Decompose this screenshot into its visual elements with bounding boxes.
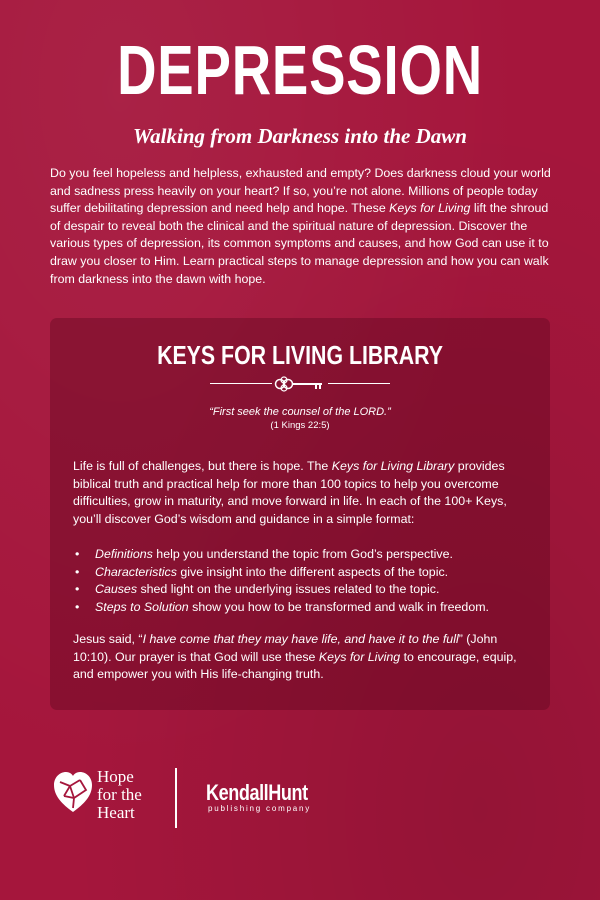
list-item <box>75 599 535 617</box>
key-icon <box>274 376 326 392</box>
list-item-term: Definitions <box>95 547 153 561</box>
page-subtitle: Walking from Darkness into the Dawn <box>133 124 467 148</box>
library-emphasis: Keys for Living Library <box>331 459 455 473</box>
publisher-tagline: publishing company <box>208 804 312 813</box>
closing-text-3: to encourage, equip, and empower you with His life-changing truth. <box>73 649 517 682</box>
intro-text-1: Do you feel hopeless and helpless, exhausted and empty? Does darkness cloud your world and sadness press heavily on your heart? If so, you’re not alone. Millions of people today suffer debilitating depression and need help and hope. These <box>50 166 551 216</box>
list-item <box>75 546 535 564</box>
keys-library-panel <box>50 318 550 710</box>
divider-line-right <box>328 383 390 384</box>
scripture-reference: (1 Kings 22:5) <box>270 420 330 431</box>
list-item-term: Characteristics <box>95 564 177 579</box>
library-description <box>73 458 533 528</box>
list-item-term: Steps to Solution <box>95 599 189 614</box>
divider-line-left <box>210 383 272 384</box>
logo-line-1: Hope <box>97 767 134 786</box>
library-text-1: Life is full of challenges, but there is hope. The <box>73 459 332 473</box>
heart-logo-icon <box>52 768 94 816</box>
closing-text-1: Jesus said, “ <box>73 632 143 646</box>
closing-emphasis-1: I have come that they may have life, and have it to the full <box>142 632 459 646</box>
logo-line-3: Heart <box>97 803 135 822</box>
logo-line-2: for the <box>97 785 142 804</box>
key-divider <box>50 376 550 392</box>
intro-emphasis: Keys for Living <box>389 201 471 216</box>
page-title: DEPRESSION <box>117 31 483 109</box>
library-title: KEYS FOR LIVING LIBRARY <box>157 340 443 370</box>
list-item <box>75 564 535 582</box>
footer-divider <box>175 768 177 828</box>
publisher-logo: KendallHunt <box>206 780 308 805</box>
list-item <box>75 581 535 599</box>
list-item-text: show you how to be transformed and walk in freedom. <box>188 599 489 614</box>
scripture-quote: “First seek the counsel of the LORD.” <box>209 406 391 418</box>
intro-text-2: lift the shroud of despair to reveal both the clinical and the spiritual nature of depression. Discover the various types of depression, its common symptoms and causes, and how God can use it to draw you closer to Him. Learn practical steps to manage depression and how you can walk from darkness into the dawn with hope. <box>50 201 549 286</box>
intro-paragraph <box>50 165 560 288</box>
list-item-text: give insight into the different aspects of the topic. <box>176 564 449 579</box>
list-item-term: Causes <box>95 582 138 597</box>
closing-paragraph <box>73 631 533 684</box>
list-item-text: shed light on the underlying issues related to the topic. <box>137 582 440 597</box>
closing-emphasis-2: Keys for Living <box>318 649 401 664</box>
library-text-2: provides biblical truth and practical help for more than 100 topics to help you overcome difficulties, grow in maturity, and move forward in life. In each of the 100+ Keys, you’ll discover God’s wisdom and guidance in a simple format: <box>73 459 507 526</box>
closing-text-2: ” (John 10:10). Our prayer is that God will use these <box>73 632 498 664</box>
list-item-text: help you understand the topic from God’s perspective. <box>152 547 453 561</box>
format-list <box>75 546 535 616</box>
hope-for-the-heart-logo <box>97 768 142 822</box>
